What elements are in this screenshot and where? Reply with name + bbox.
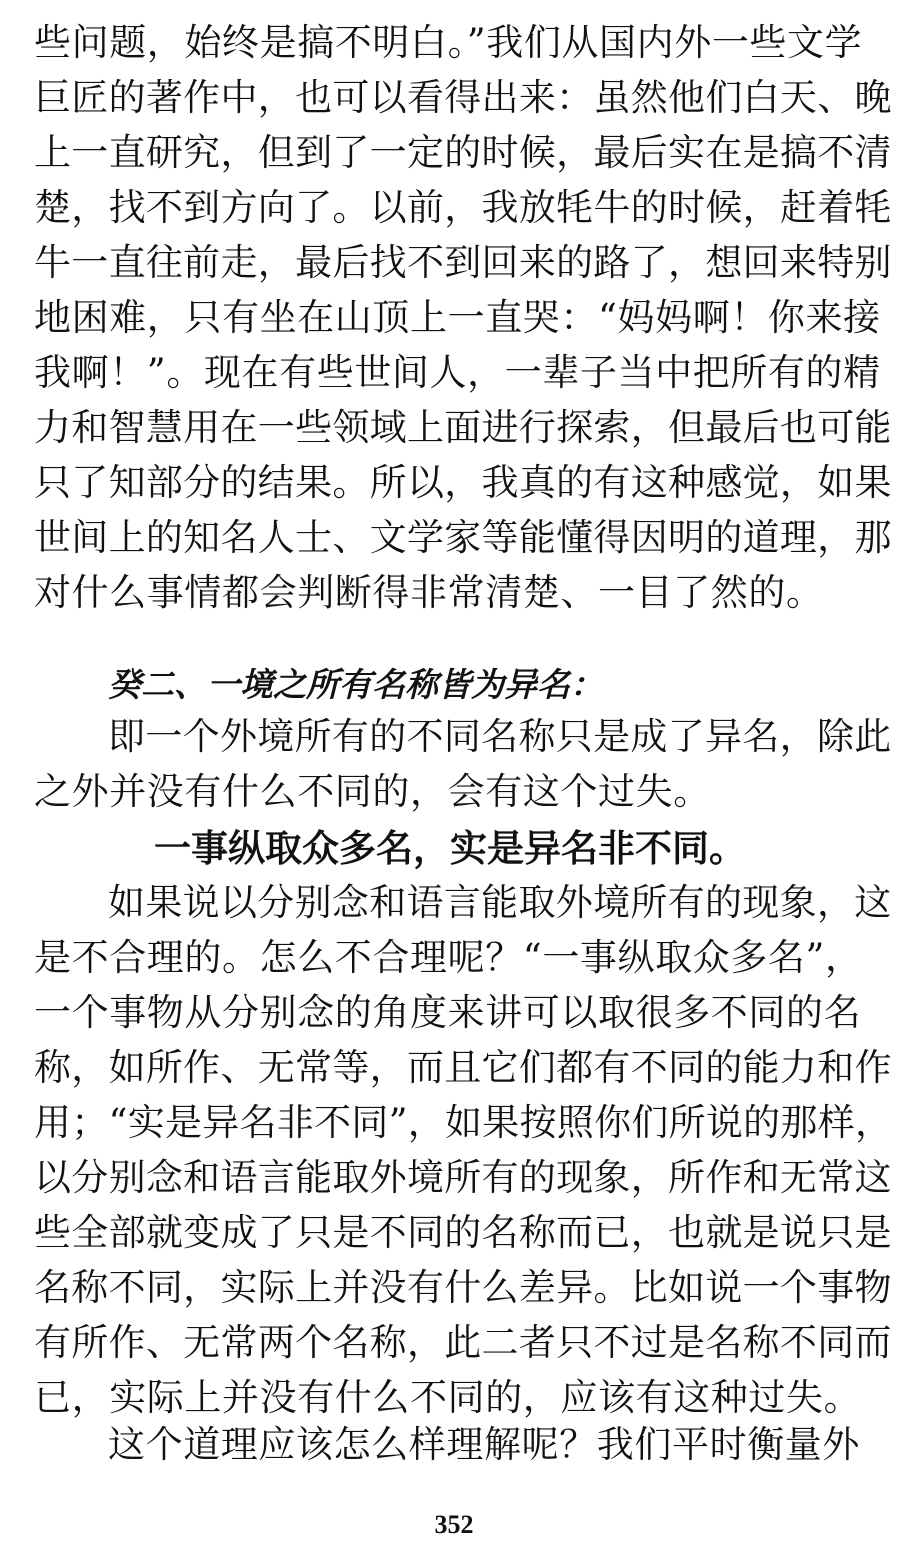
text-line-3: 上一直研究，但到了一定的时候，最后实在是搞不清 [34, 131, 892, 174]
text-line-17: 称，如所作、无常等，而且它们都有不同的能力和作 [34, 1046, 892, 1089]
text-line-4: 楚，找不到方向了。以前，我放牦牛的时候，赶着牦 [34, 186, 892, 229]
section-heading: 癸二、一境之所有名称皆为异名： [108, 665, 603, 704]
text-line-11: 对什么事情都会判断得非常清楚、一目了然的。 [34, 571, 824, 614]
text-line-10: 世间上的知名人士、文学家等能懂得因明的道理，那 [34, 516, 892, 559]
text-line-16: 一个事物从分别念的角度来讲可以取很多不同的名 [34, 991, 862, 1034]
text-line-18: 用；“实是异名非不同”，如果按照你们所说的那样， [34, 1101, 893, 1144]
text-line-19: 以分别念和语言能取外境所有的现象，所作和无常这 [34, 1156, 892, 1199]
text-line-8: 力和智慧用在一些领域上面进行探索，但最后也可能 [34, 406, 892, 449]
text-line-13: 之外并没有什么不同的，会有这个过失。 [34, 770, 711, 813]
text-line-22: 有所作、无常两个名称，此二者只不过是名称不同而 [34, 1321, 892, 1364]
text-line-14: 如果说以分别念和语言能取外境所有的现象，这 [108, 881, 892, 924]
text-line-20: 些全部就变成了只是不同的名称而已，也就是说只是 [34, 1211, 892, 1254]
text-line-9: 只了知部分的结果。所以，我真的有这种感觉，如果 [34, 461, 892, 504]
text-line-21: 名称不同，实际上并没有什么差异。比如说一个事物 [34, 1266, 892, 1309]
text-line-1: 些问题，始终是搞不明白。”我们从国内外一些文学 [34, 21, 863, 64]
text-line-2: 巨匠的著作中，也可以看得出来：虽然他们白天、晚 [34, 76, 892, 119]
text-line-6: 地困难，只有坐在山顶上一直哭：“妈妈啊！你来接 [34, 296, 881, 339]
text-line-23: 已，实际上并没有什么不同的，应该有这种过失。 [34, 1376, 862, 1419]
text-line-7: 我啊！”。现在有些世间人，一辈子当中把所有的精 [34, 351, 881, 394]
text-line-24: 这个道理应该怎么样理解呢？我们平时衡量外 [108, 1423, 860, 1466]
text-line-12: 即一个外境所有的不同名称只是成了异名，除此 [108, 715, 892, 758]
verse-heading: 一事纵取众多名，实是异名非不同。 [154, 827, 746, 870]
text-line-5: 牛一直往前走，最后找不到回来的路了，想回来特别 [34, 241, 892, 284]
text-line-15: 是不合理的。怎么不合理呢？“一事纵取众多名”， [34, 936, 863, 979]
page-number: 352 [434, 1510, 474, 1539]
